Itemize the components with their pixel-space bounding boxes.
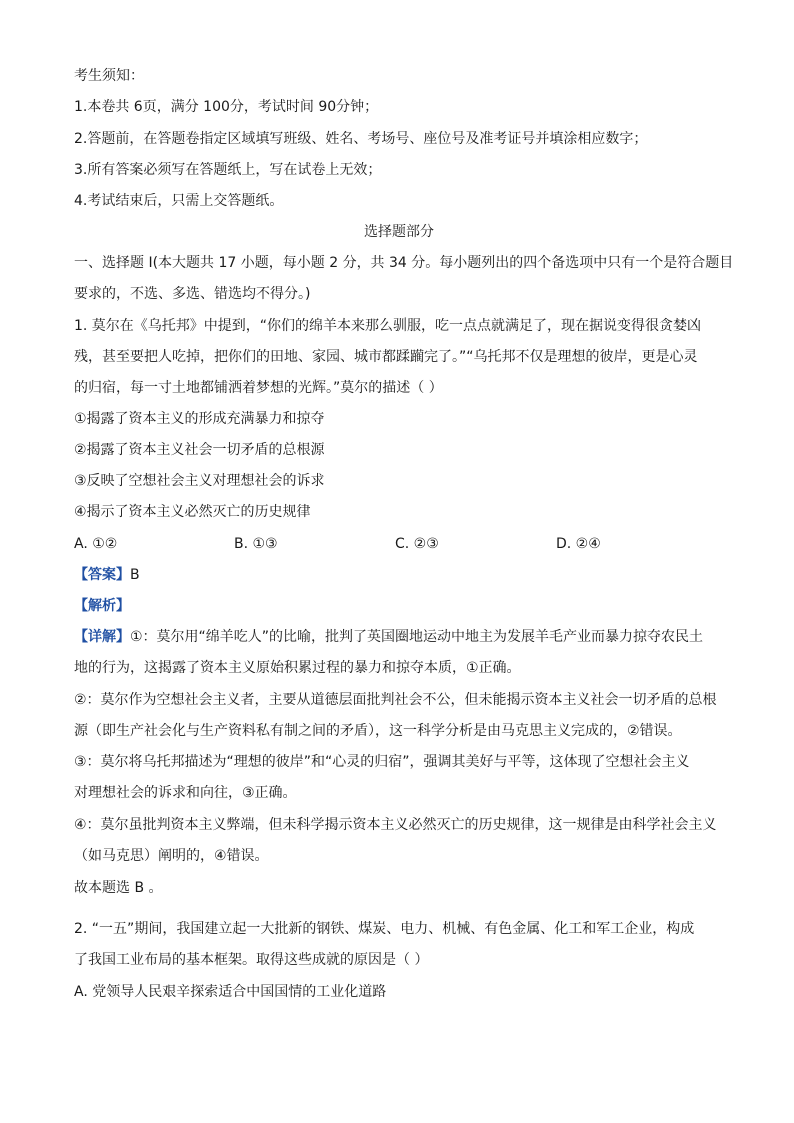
- q1-option-c: C. ②③: [395, 536, 439, 552]
- q1-answer: [74, 565, 724, 585]
- q2-stem-line-2: 了我国工业布局的基本框架。取得这些成就的原因是（ ）: [74, 952, 429, 968]
- q1-detail-line-1: [74, 627, 724, 647]
- q1-analysis: [74, 596, 724, 616]
- answer-label: 【答案】: [74, 567, 130, 583]
- q1-detail-line-5: ③：莫尔将乌托邦描述为“理想的彼岸”和“心灵的归宿”，强调其美好与平等，这体现了空想社会主义: [74, 754, 690, 770]
- q1-detail-line-7: ④：莫尔虽批判资本主义弊端，但未科学揭示资本主义必然灭亡的历史规律，这一规律是由科学社会主义: [74, 817, 717, 833]
- q1-option-b: B. ①③: [234, 536, 278, 552]
- q1-option-a: A. ①②: [74, 536, 118, 552]
- q1-statement-2: ②揭露了资本主义社会一切矛盾的总根源: [74, 442, 325, 458]
- q1-stem-line-2: 残，甚至要把人吃掉，把你们的田地、家园、城市都蹂躏完了。”“乌托邦不仅是理想的彼岸，更是心灵: [74, 349, 698, 365]
- notice-item-4: 4.考试结束后，只需上交答题纸。: [74, 193, 284, 209]
- q1-stem-line-1: 1. 莫尔在《乌托邦》中提到，“你们的绵羊本来那么驯服，吃一点点就满足了，现在据说变得很贪婪凶: [74, 318, 702, 334]
- q1-statement-1: ①揭露了资本主义的形成充满暴力和掠夺: [74, 411, 325, 427]
- part-instructions-line-2: 要求的，不选、多选、错选均不得分。): [74, 286, 311, 302]
- q1-detail-line-3: ②：莫尔作为空想社会主义者，主要从道德层面批判社会不公，但未能揭示资本主义社会一切矛盾的总根: [74, 692, 717, 708]
- notice-item-3: 3.所有答案必须写在答题纸上，写在试卷上无效；: [74, 162, 382, 178]
- q1-statement-4: ④揭示了资本主义必然灭亡的历史规律: [74, 504, 311, 520]
- notice-item-1: 1.本卷共 6页，满分 100分，考试时间 90分钟；: [74, 99, 379, 115]
- notice-item-2: 2.答题前，在答题卷指定区域填写班级、姓名、考场号、座位号及准考证号并填涂相应数字；: [74, 131, 648, 147]
- detail-label: 【详解】: [74, 629, 130, 645]
- analysis-label: 【解析】: [74, 598, 130, 614]
- q1-detail-line-2: 地的行为，这揭露了资本主义原始积累过程的暴力和掠夺本质，①正确。: [74, 660, 521, 676]
- q1-option-d: D. ②④: [556, 536, 601, 552]
- detail-text: ①：莫尔用“绵羊吃人”的比喻，批判了英国圈地运动中地主为发展羊毛产业而暴力掠夺农民土: [130, 629, 704, 645]
- q2-option-a: A. 党领导人民艰辛探索适合中国国情的工业化道路: [74, 984, 387, 1000]
- section-title: 选择题部分: [364, 224, 434, 240]
- q1-detail-line-8: （如马克思）阐明的，④错误。: [74, 848, 269, 864]
- q1-stem-line-3: 的归宿，每一寸土地都铺洒着梦想的光辉。”莫尔的描述（ ）: [74, 380, 443, 396]
- q1-conclusion: 故本题选 B 。: [74, 880, 163, 896]
- q1-detail-line-6: 对理想社会的诉求和向往，③正确。: [74, 785, 297, 801]
- answer-value: B: [130, 567, 140, 583]
- notice-title: 考生须知：: [74, 68, 144, 84]
- q1-statement-3: ③反映了空想社会主义对理想社会的诉求: [74, 473, 325, 489]
- part-instructions-line-1: 一、选择题 I(本大题共 17 小题，每小题 2 分，共 34 分。每小题列出的四个备选项中只有一个是符合题目: [74, 255, 734, 271]
- q1-detail-line-4: 源（即生产社会化与生产资料私有制之间的矛盾），这一科学分析是由马克思主义完成的，②错误。: [74, 723, 682, 739]
- q2-stem-line-1: 2. “一五”期间，我国建立起一大批新的钢铁、煤炭、电力、机械、有色金属、化工和军工企业，构成: [74, 921, 695, 937]
